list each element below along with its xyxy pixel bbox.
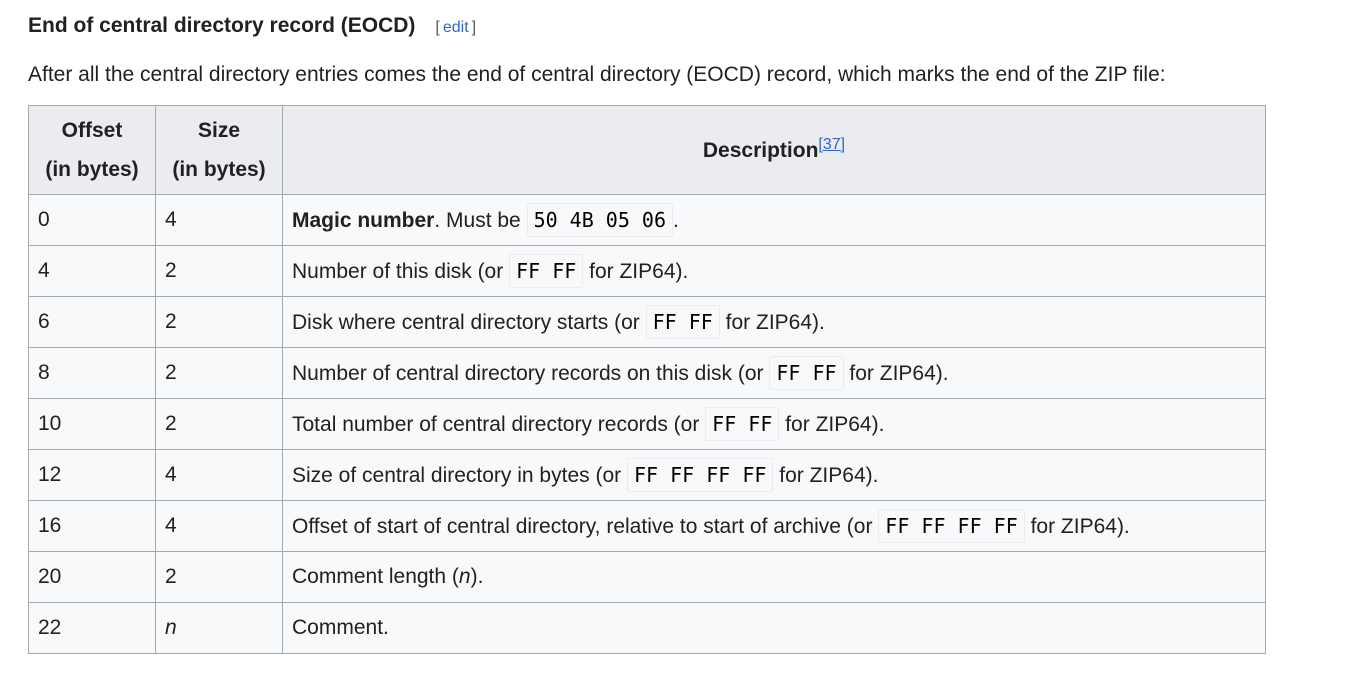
- description-text: Size of central directory in bytes (or: [292, 463, 627, 487]
- cell-description: [283, 195, 1266, 246]
- description-text: Offset of start of central directory, relative to start of archive (or: [292, 514, 879, 538]
- cell-description: [283, 450, 1266, 501]
- cell-size: 2: [156, 246, 283, 297]
- description-text-suffix: for ZIP64).: [583, 259, 689, 283]
- size-variable: n: [165, 616, 177, 639]
- description-text-suffix: for ZIP64).: [843, 361, 949, 385]
- description-text: Number of central directory records on this disk (or: [292, 361, 770, 385]
- table-header-row: [29, 106, 1266, 195]
- table-row: [29, 348, 1266, 399]
- description-text-suffix: ).: [470, 565, 484, 588]
- edit-section-link-wrapper: [ edit ]: [435, 19, 477, 36]
- table-row: [29, 195, 1266, 246]
- description-text: Comment.: [292, 616, 389, 639]
- cell-size: 2: [156, 399, 283, 450]
- table-row: [29, 297, 1266, 348]
- intro-paragraph: After all the central directory entries comes the end of central directory (EOCD) record, which marks the end of the ZIP file:: [28, 63, 1166, 86]
- cell-description: [283, 603, 1266, 654]
- cell-description: [283, 399, 1266, 450]
- table-row: [29, 450, 1266, 501]
- cell-size: 4: [156, 501, 283, 552]
- hex-value: FF FF FF FF: [627, 458, 773, 492]
- description-text-suffix: for ZIP64).: [779, 412, 885, 436]
- hex-value: FF FF: [646, 305, 720, 339]
- cell-offset: 16: [29, 501, 156, 552]
- description-text-suffix: for ZIP64).: [1024, 514, 1130, 538]
- edit-link[interactable]: edit: [442, 19, 469, 36]
- cell-description: [283, 297, 1266, 348]
- description-text: Number of this disk (or: [292, 259, 510, 283]
- table-row: [29, 603, 1266, 654]
- hex-value: FF FF: [509, 254, 583, 288]
- header-description: Description[37]: [283, 106, 1266, 195]
- table-row: [29, 246, 1266, 297]
- header-size: Size (in bytes): [156, 106, 283, 195]
- hex-value: FF FF: [769, 356, 843, 390]
- cell-size: 2: [156, 297, 283, 348]
- section-title: End of central directory record (EOCD): [28, 14, 416, 37]
- cell-size: 4: [156, 450, 283, 501]
- description-text: Total number of central directory records (or: [292, 412, 706, 436]
- cell-offset: 8: [29, 348, 156, 399]
- description-text: . Must be: [434, 208, 527, 232]
- cell-size: 2: [156, 348, 283, 399]
- description-text-suffix: .: [673, 208, 679, 232]
- eocd-table: [28, 105, 1266, 654]
- description-text: Comment length (: [292, 565, 459, 588]
- cell-offset: 6: [29, 297, 156, 348]
- magic-number-term: Magic number: [292, 208, 435, 232]
- section-heading: [28, 14, 1352, 42]
- description-text-suffix: for ZIP64).: [773, 463, 879, 487]
- cell-offset: 10: [29, 399, 156, 450]
- cell-offset: 0: [29, 195, 156, 246]
- hex-value: FF FF FF FF: [878, 509, 1024, 543]
- table-body: [29, 195, 1266, 654]
- cell-offset: 20: [29, 552, 156, 603]
- table-row: [29, 501, 1266, 552]
- header-offset: Offset (in bytes): [29, 106, 156, 195]
- cell-size: [156, 603, 283, 654]
- table-row: [29, 399, 1266, 450]
- cell-offset: 4: [29, 246, 156, 297]
- description-text: Disk where central directory starts (or: [292, 310, 646, 334]
- cell-description: [283, 552, 1266, 603]
- cell-offset: 12: [29, 450, 156, 501]
- cell-description: [283, 246, 1266, 297]
- reference-link[interactable]: [37]: [818, 135, 846, 153]
- cell-size: 2: [156, 552, 283, 603]
- table-row: [29, 552, 1266, 603]
- cell-size: 4: [156, 195, 283, 246]
- hex-value: FF FF: [705, 407, 779, 441]
- description-variable: n: [458, 565, 471, 588]
- cell-description: [283, 501, 1266, 552]
- hex-value: 50 4B 05 06: [527, 203, 673, 237]
- cell-offset: 22: [29, 603, 156, 654]
- description-text-suffix: for ZIP64).: [719, 310, 825, 334]
- cell-description: [283, 348, 1266, 399]
